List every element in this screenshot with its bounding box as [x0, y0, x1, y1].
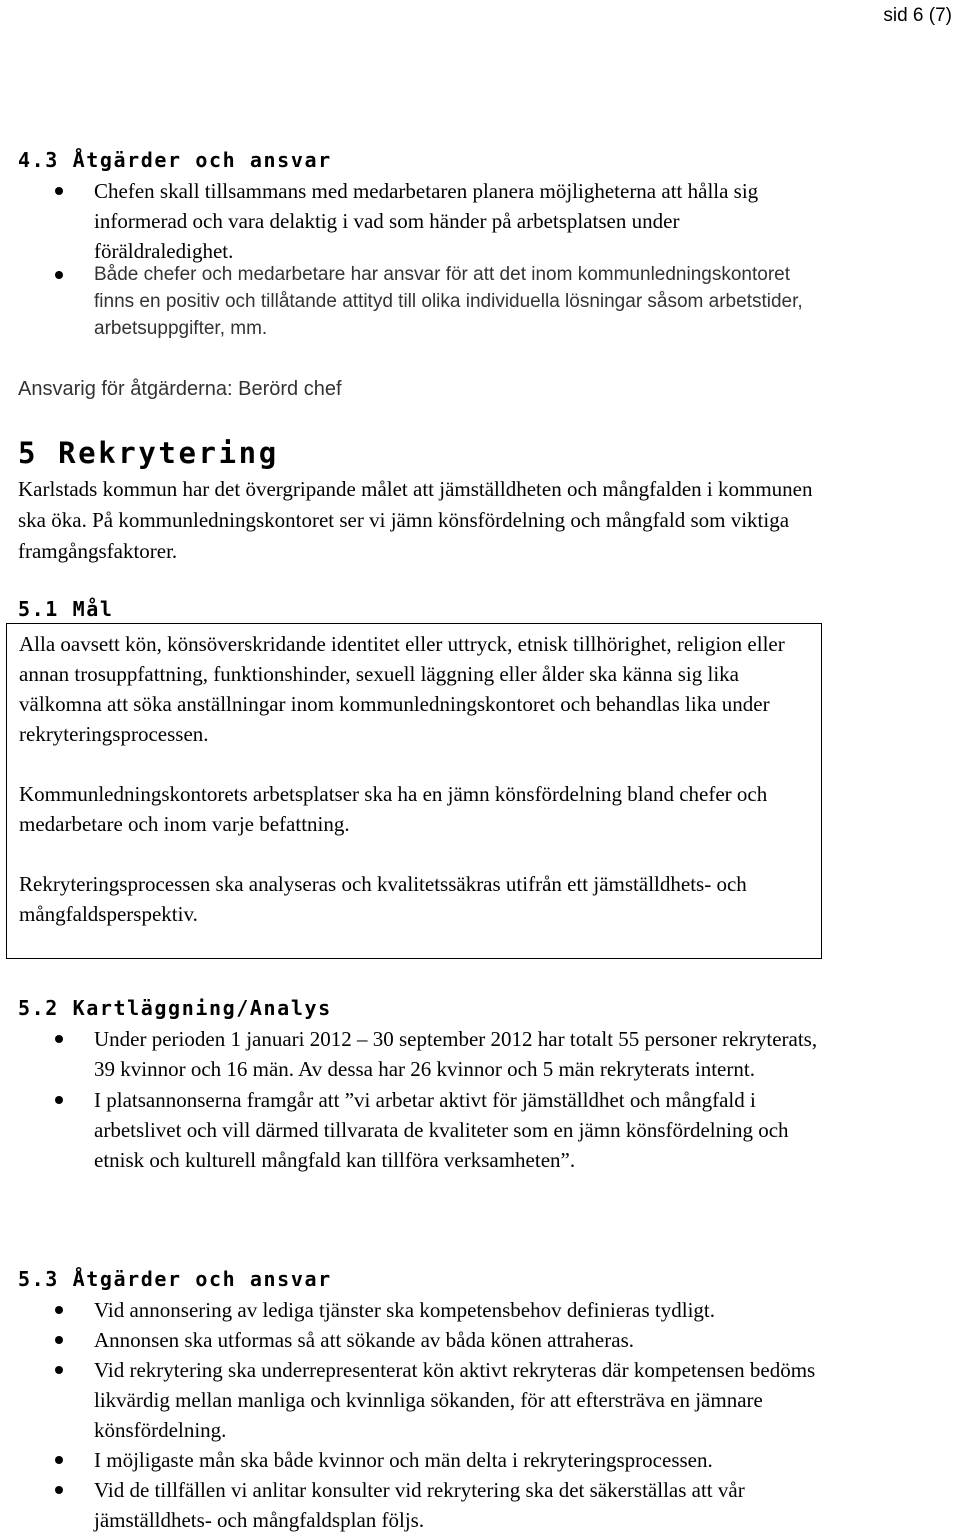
list-item: [18, 1355, 818, 1445]
goal-paragraph: Kommunledningskontorets arbetsplatser ska ha en jämn könsfördelning bland chefer och medarbetare och inom varje befattning.: [19, 782, 768, 836]
section-4-3-heading: 4.3 Åtgärder och ansvar: [18, 148, 332, 172]
bullet-text: Annonsen ska utformas så att sökande av båda könen attraheras.: [94, 1328, 634, 1352]
section-4-3-list-block: [18, 176, 818, 262]
section-5-3-list-block: [18, 1295, 818, 1535]
list-item: [18, 1024, 818, 1084]
list-item: [18, 1445, 818, 1475]
bullet-text: Under perioden 1 januari 2012 – 30 september 2012 har totalt 55 personer rekryterats, 39 kvinnor och 16 män. Av dessa har 26 kvinnor och 5 män rekryterats internt.: [94, 1027, 818, 1081]
bullet-text: I möjligaste mån ska både kvinnor och män delta i rekryteringsprocessen.: [94, 1448, 713, 1472]
section-5-2-heading: 5.2 Kartläggning/Analys: [18, 996, 332, 1020]
bullet-icon: [55, 1096, 63, 1104]
section-5-intro: Karlstads kommun har det övergripande målet att jämställdheten och mångfalden i kommunen ska öka. På kommunledningskontoret ser vi jämn könsfördelning och mångfald som viktiga framgångsfaktorer.: [18, 477, 813, 563]
goal-paragraph: Rekryteringsprocessen ska analyseras och kvalitetssäkras utifrån ett jämställdhets- och mångfaldsperspektiv.: [19, 872, 747, 926]
bullet-icon: [55, 187, 63, 195]
section-4-3-list-block-sans: [18, 261, 818, 342]
bullet-text: Vid de tillfällen vi anlitar konsulter vid rekrytering ska det säkerställas att vår jämställdhets- och mångfaldsplan följs.: [94, 1478, 745, 1532]
bullet-icon: [55, 1336, 63, 1344]
bullet-icon: [55, 1486, 63, 1494]
section-5-3-heading: 5.3 Åtgärder och ansvar: [18, 1267, 332, 1291]
bullet-icon: [55, 1306, 63, 1314]
bullet-text: Både chefer och medarbetare har ansvar för att det inom kommunledningskontoret finns en positiv och tillåtande attityd till olika individuella lösningar såsom arbetstider, arbetsuppgifter, mm.: [94, 264, 803, 339]
section-4-3-bullet-list: [18, 176, 818, 262]
bullet-icon: [55, 1366, 63, 1374]
list-item: [18, 1295, 818, 1325]
section-5-2-bullet-list: [18, 1024, 818, 1175]
bullet-text: Vid rekrytering ska underrepresenterat kön aktivt rekryteras där kompetensen bedöms likvärdig mellan manliga och kvinnliga sökanden, för att eftersträva en jämnare könsfördelning.: [94, 1358, 816, 1442]
list-item: [18, 176, 818, 262]
bullet-text: Chefen skall tillsammans med medarbetaren planera möjligheterna att hålla sig informerad och vara delaktig i vad som händer på arbetsplatsen under föräldraledighet.: [94, 179, 759, 263]
list-item: [18, 1475, 818, 1535]
section-4-3-bullet-list-sans: [18, 261, 818, 342]
list-item: [18, 1325, 818, 1355]
list-item: [18, 1085, 818, 1175]
page-number: sid 6 (7): [883, 5, 952, 26]
list-item: [18, 261, 818, 342]
section-5-3-bullet-list: [18, 1295, 818, 1535]
goal-paragraph: Alla oavsett kön, könsöverskridande identitet eller uttryck, etnisk tillhörighet, religion eller annan trosuppfattning, funktionshinder, sexuell läggning eller ålder ska känna sig lika välkomna att söka anställningar inom kommunledningskontoret och behandlas lika under rekryteringsprocessen.: [19, 632, 785, 746]
responsible-line: Ansvarig för åtgärderna: Berörd chef: [18, 378, 342, 400]
section-5-1-heading: 5.1 Mål: [18, 597, 114, 621]
section-5-heading: 5 Rekrytering: [18, 436, 279, 470]
bullet-text: Vid annonsering av lediga tjänster ska kompetensbehov definieras tydligt.: [94, 1298, 715, 1322]
goal-box: [6, 623, 822, 959]
bullet-text: I platsannonserna framgår att ”vi arbetar aktivt för jämställdhet och mångfald i arbetslivet och vill därmed tillvarata de kvaliteter som en jämn könsfördelning och etnisk och kulturell mångfald kan tillföra verksamheten”.: [94, 1088, 789, 1172]
bullet-icon: [55, 1035, 63, 1043]
section-5-2-list-block: [18, 1024, 818, 1175]
bullet-icon: [55, 271, 63, 279]
bullet-icon: [55, 1456, 63, 1464]
